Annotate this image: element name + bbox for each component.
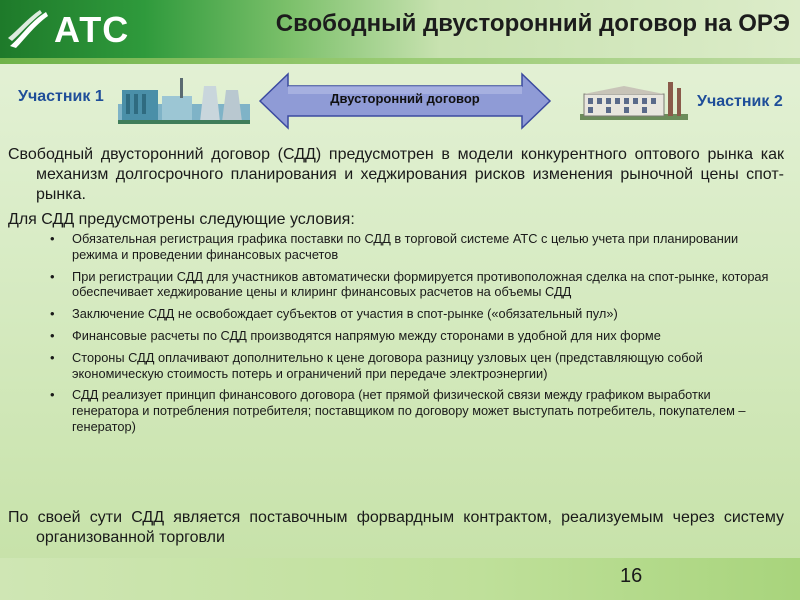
intro-paragraph: Свободный двусторонний договор (СДД) предусмотрен в модели конкурентного оптового рынка как механизм долгосрочного планирования и хеджирования рисков изменения рыночной цены спот-рынка. [8,146,784,203]
bullet-icon: • [50,349,55,365]
bullet-icon: • [50,268,55,284]
power-plant-icon [118,76,250,124]
list-item-text: СДД реализует принцип финансового договора (нет прямой физической связи между графиком выработки генератора и потребления потребителя; поставщиком по договору может выступать потребитель, покупателем – генератор) [72,387,746,434]
page-title: Свободный двусторонний договор на ОРЭ [275,10,790,37]
list-item [0,350,780,382]
logo-emblem-icon [6,8,52,50]
page-number: 16 [620,565,643,587]
logo-text: АТС [54,9,130,50]
list-item [0,269,780,301]
list-item-text: Стороны СДД оплачивают дополнительно к цене договора разницу узловых цен (представляющую собой экономическую стоимость потерь и ограничений при передаче электроэнергии) [72,349,703,381]
participant-2-label: Участник 2 [697,93,783,110]
ats-logo [6,8,146,50]
conditions-heading: Для СДД предусмотрены следующие условия: [8,211,355,228]
conditions-list [0,231,780,441]
list-item [0,306,780,322]
participant-1-label: Участник 1 [18,88,104,105]
list-item-text: Заключение СДД не освобождает субъектов от участия в спот-рынке («обязательный пул») [72,306,618,322]
factory-icon [580,78,688,120]
list-item [0,231,780,263]
footer-band [0,558,800,600]
bullet-icon: • [50,327,55,343]
bullet-icon: • [50,387,55,403]
bullet-icon: • [50,306,55,322]
bullet-icon: • [50,231,55,246]
conclusion-paragraph: По своей сути СДД является поставочным форвардным контрактом, реализуемым через систему организованной торговли [8,509,784,546]
list-item-text: При регистрации СДД для участников автоматически формируется противоположная сделка на спот-рынке, которая обеспечивает хеджирование цены и клиринг финансовых расчетов на объемы СДД [72,268,769,300]
contract-label: Двусторонний договор [330,91,480,106]
header-stripe [0,58,800,64]
list-item-text: Финансовые расчеты по СДД производятся напрямую между сторонами в удобной для них форме [72,327,661,343]
list-item [0,328,780,344]
list-item-text: Обязательная регистрация графика поставки по СДД в торговой системе АТС с целью учета при планировании режима и проведении финансовых расчетов [72,231,739,262]
list-item [0,387,780,434]
